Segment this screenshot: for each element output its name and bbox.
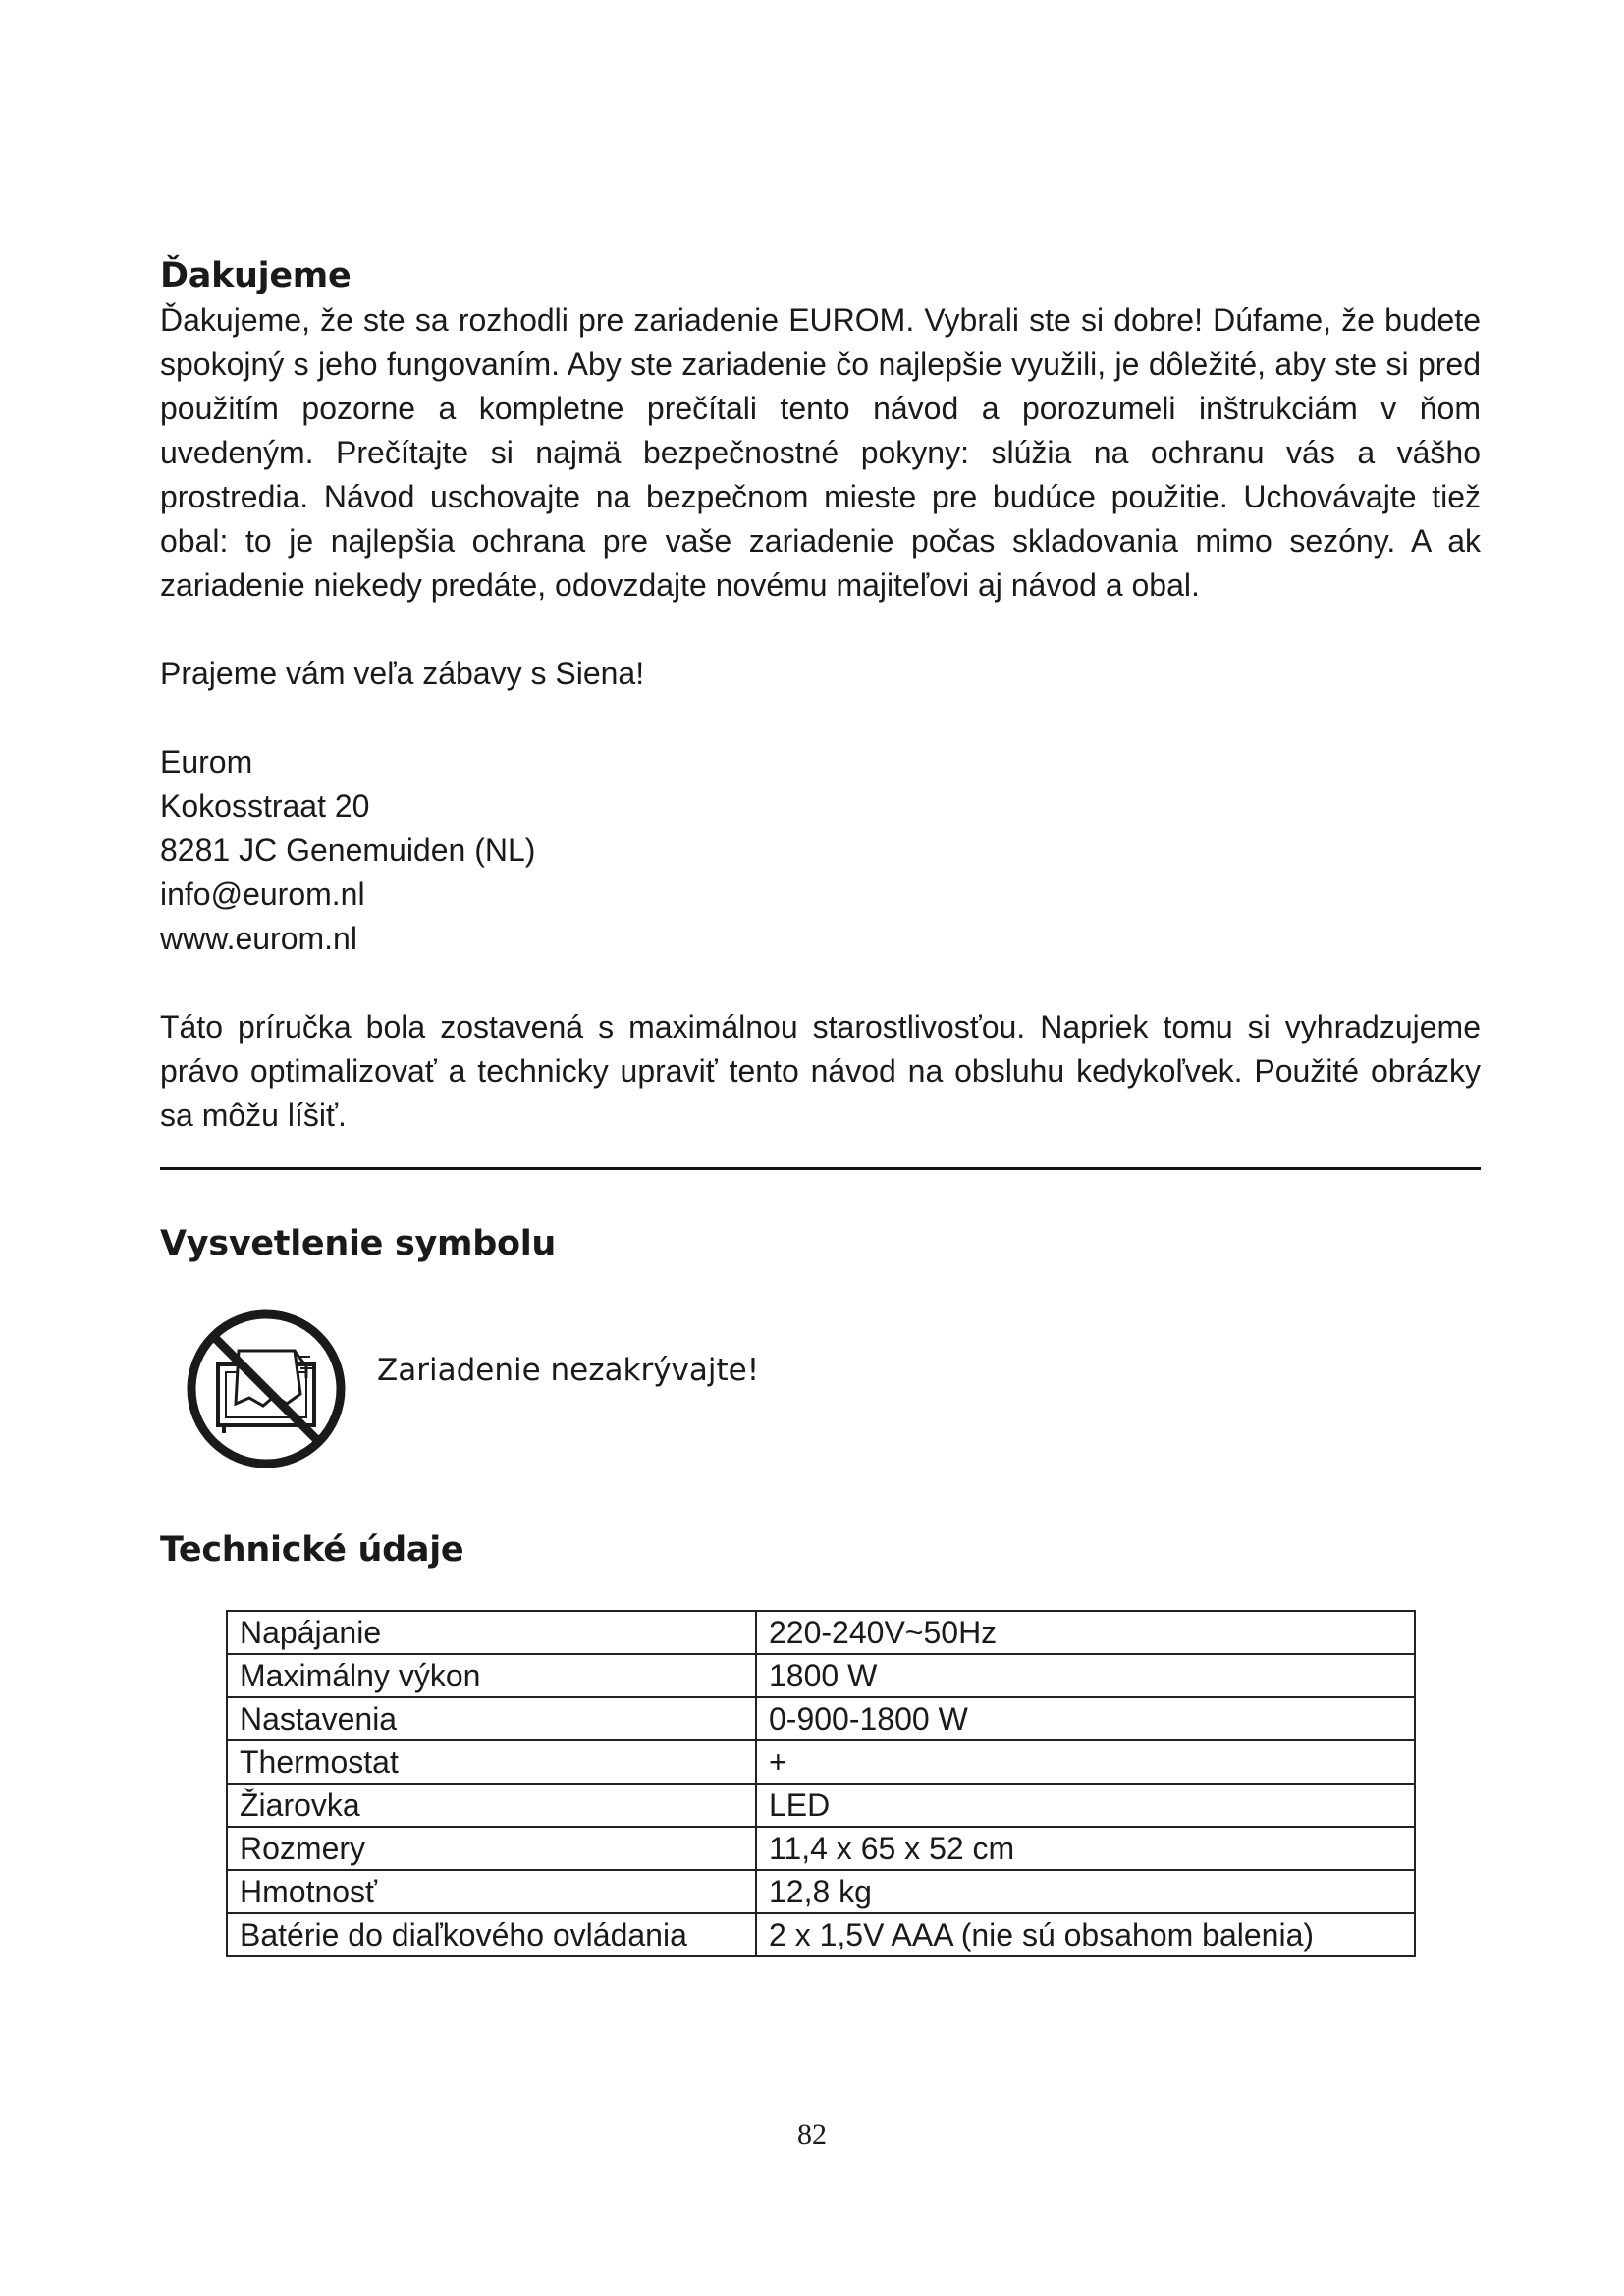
page-number: 82	[797, 2118, 827, 2151]
spec-value: 2 x 1,5V AAA (nie sú obsahom balenia)	[756, 1913, 1415, 1956]
table-row	[227, 1870, 1415, 1913]
spec-value: 12,8 kg	[756, 1870, 1415, 1913]
spacer	[160, 961, 1481, 1005]
spec-value: 0-900-1800 W	[756, 1697, 1415, 1740]
spec-value: LED	[756, 1784, 1415, 1827]
spec-key: Žiarovka	[227, 1784, 756, 1827]
company-street: Kokosstraat 20	[160, 788, 370, 824]
table-row	[227, 1913, 1415, 1956]
specs-heading: Technické údaje	[160, 1530, 464, 1570]
spec-key: Hmotnosť	[227, 1870, 756, 1913]
spec-key: Batérie do diaľkového ovládania	[227, 1913, 756, 1956]
symbols-heading: Vysvetlenie symbolu	[160, 1224, 557, 1263]
spec-value: 11,4 x 65 x 52 cm	[756, 1827, 1415, 1870]
company-website: www.eurom.nl	[160, 921, 357, 956]
table-row	[227, 1740, 1415, 1784]
symbol-item	[185, 1308, 1481, 1470]
disclaimer-text: Táto príručka bola zostavená s maximálnou starostlivosťou. Napriek tomu si vyhradzujeme právo optimalizovať a technicky upraviť tento návod na obsluhu kedykoľvek. Použité obrázky sa môžu líšiť.	[160, 1009, 1481, 1133]
company-name: Eurom	[160, 744, 253, 779]
spacer	[160, 696, 1481, 740]
do-not-cover-icon	[185, 1308, 348, 1470]
spec-key: Rozmery	[227, 1827, 756, 1870]
company-address	[160, 740, 1481, 961]
table-row	[227, 1611, 1415, 1654]
spacer	[160, 608, 1481, 652]
spec-value: 220-240V~50Hz	[756, 1611, 1415, 1654]
table-row	[227, 1697, 1415, 1740]
spec-value: 1800 W	[756, 1654, 1415, 1697]
spec-key: Thermostat	[227, 1740, 756, 1784]
spec-key: Nastavenia	[227, 1697, 756, 1740]
table-row	[227, 1784, 1415, 1827]
page-content	[160, 253, 1481, 1957]
spec-key: Maximálny výkon	[227, 1654, 756, 1697]
specs-table	[226, 1610, 1416, 1957]
spec-value: +	[756, 1740, 1415, 1784]
symbol-label: Zariadenie nezakrývajte!	[377, 1353, 760, 1388]
spec-key: Napájanie	[227, 1611, 756, 1654]
thanks-intro: Ďakujeme, že ste sa rozhodli pre zariadenie EUROM. Vybrali ste si dobre! Dúfame, že budete spokojný s jeho fungovaním. Aby ste zariadenie čo najlepšie využili, je dôležité, aby ste si pred použitím pozorne a kompletne prečítali tento návod a porozumeli inštrukciám v ňom uvedeným. Prečítajte si najmä bezpečnostné pokyny: slúžia na ochranu vás a vášho prostredia. Návod uschovajte na bezpečnom mieste pre budúce použitie. Uchovávajte tiež obal: to je najlepšia ochrana pre vaše zariadenie počas skladovania mimo sezóny. A ak zariadenie niekedy predáte, odovzdajte novému majiteľovi aj návod a obal.	[160, 302, 1481, 603]
table-row	[227, 1827, 1415, 1870]
section-divider	[160, 1167, 1481, 1170]
table-row	[227, 1654, 1415, 1697]
company-email: info@eurom.nl	[160, 877, 365, 912]
thanks-heading: Ďakujeme	[160, 256, 352, 295]
wish-text: Prajeme vám veľa zábavy s Siena!	[160, 656, 645, 691]
company-city: 8281 JC Genemuiden (NL)	[160, 832, 536, 868]
